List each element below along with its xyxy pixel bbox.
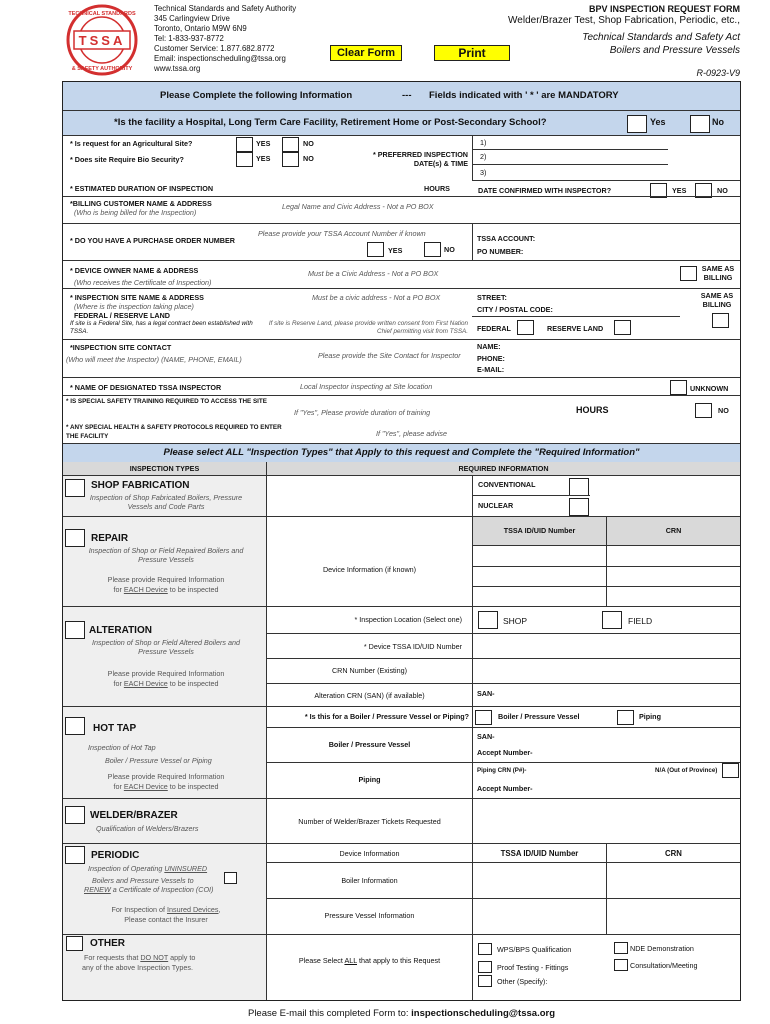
- hottap-piping-label: Piping: [639, 712, 661, 721]
- consult-checkbox[interactable]: [614, 959, 628, 971]
- alteration-device-id-label: * Device TSSA ID/UID Number: [363, 642, 462, 651]
- repair-device-info: Device Information (if known): [322, 565, 417, 574]
- welder-checkbox[interactable]: [65, 806, 85, 824]
- svg-text:TECHNICAL STANDARDS: TECHNICAL STANDARDS: [68, 11, 136, 17]
- shop-sub: Inspection of Shop Fabricated Boilers, Pressure Vessels and Code Parts: [89, 493, 243, 511]
- agri-no-label: NO: [303, 139, 314, 148]
- periodic-sub-3: RENEW a Certificate of Inspection (COI): [84, 885, 214, 894]
- other-checkbox[interactable]: [66, 936, 83, 951]
- repair-crn-header: CRN: [607, 517, 740, 545]
- po-question: * DO YOU HAVE A PURCHASE ORDER NUMBER: [70, 236, 235, 245]
- nuclear-checkbox[interactable]: [569, 498, 589, 516]
- agri-yes-checkbox[interactable]: [236, 137, 253, 152]
- svg-text:& SAFETY AUTHORITY: & SAFETY AUTHORITY: [71, 66, 133, 72]
- form-code: R-0923-V9: [696, 68, 740, 78]
- repair-note-1: Please provide Required Information: [107, 575, 225, 584]
- hottap-piping-crn-label: Piping CRN (P#)-: [477, 767, 527, 774]
- repair-title: REPAIR: [91, 533, 129, 544]
- act-line-1: Technical Standards and Safety Act: [582, 32, 740, 43]
- hottap-piping-checkbox[interactable]: [617, 710, 634, 725]
- periodic-boiler-info: Boiler Information: [341, 876, 398, 885]
- proof-checkbox[interactable]: [478, 961, 492, 973]
- contact-email-label: E-MAIL:: [477, 365, 505, 374]
- owner-hint: Must be a Civic Address - Not a PO BOX: [308, 269, 439, 278]
- other-sub-1: For requests that DO NOT apply to: [84, 953, 196, 962]
- alteration-checkbox[interactable]: [65, 621, 85, 639]
- billing-label: *BILLING CUSTOMER NAME & ADDRESS: [70, 199, 212, 208]
- owner-sub: (Who receives the Certificate of Inspection): [74, 278, 212, 287]
- hottap-na-checkbox[interactable]: [722, 763, 739, 778]
- site-label: * INSPECTION SITE NAME & ADDRESS: [70, 293, 204, 302]
- hottap-accept-label-1: Accept Number-: [477, 748, 533, 757]
- wps-checkbox[interactable]: [478, 943, 492, 955]
- hottap-bpv-row-label: Boiler / Pressure Vessel: [328, 740, 411, 749]
- date-3-label: 3): [480, 168, 487, 177]
- periodic-crn-header: CRN: [665, 849, 682, 858]
- org-address: Technical Standards and Safety Authority 345 Carlingview Drive Toronto, Ontario M9W 6N9 Tel: 1-833-937-8772 Customer Service: 1.877.682.8772 Email: inspectionscheduling@tssa.org www.tssa.org: [154, 4, 297, 73]
- date-confirmed-yes-label: YES: [672, 186, 687, 195]
- bio-yes-label: YES: [256, 154, 271, 163]
- nde-label: NDE Demonstration: [630, 944, 694, 953]
- hottap-bpv-label: Boiler / Pressure Vessel: [498, 712, 580, 721]
- footer-email: Please E-mail this completed Form to: inspectionscheduling@tssa.org: [247, 1008, 556, 1019]
- agri-question: * Is request for an Agricultural Site?: [70, 139, 193, 148]
- site-same-billing-label: SAME AS BILLING: [700, 291, 734, 309]
- periodic-tssa-id-header: TSSA ID/UID Number: [500, 849, 579, 858]
- training-label: * IS SPECIAL SAFETY TRAINING REQUIRED TO ACCESS THE SITE: [66, 398, 267, 405]
- facility-no-checkbox[interactable]: [690, 115, 710, 133]
- welder-tickets-label: Number of Welder/Brazer Tickets Requested: [298, 817, 441, 826]
- fed-reserve-label: FEDERAL / RESERVE LAND: [74, 311, 170, 320]
- training-hours-label: HOURS: [576, 405, 609, 415]
- bio-no-label: NO: [303, 154, 314, 163]
- federal-checkbox[interactable]: [517, 320, 534, 335]
- welder-cell: [63, 799, 266, 843]
- facility-question: *Is the facility a Hospital, Long Term Care Facility, Retirement Home or Post-Secondary School?: [114, 117, 547, 128]
- hottap-note-1: Please provide Required Information: [107, 772, 225, 781]
- hottap-bpv-checkbox[interactable]: [475, 710, 492, 725]
- facility-yes-checkbox[interactable]: [627, 115, 647, 133]
- po-no-label: NO: [444, 245, 455, 254]
- training-hint: If "Yes", Please provide duration of training: [294, 408, 431, 417]
- periodic-sub-2: Boilers and Pressure Vessels to: [92, 876, 194, 885]
- act-line-2: Boilers and Pressure Vessels: [609, 45, 740, 56]
- alteration-shop-label: SHOP: [503, 616, 528, 626]
- site-same-billing-checkbox[interactable]: [712, 313, 729, 328]
- alteration-field-label: FIELD: [628, 616, 653, 626]
- inspector-hint: Local Inspector inspecting at Site location: [300, 382, 433, 391]
- hottap-na-label: N/A (Out of Province): [655, 767, 718, 774]
- alteration-san-label: SAN-: [477, 689, 495, 698]
- fed-note: If site is a Federal Site, has a legal contract been established with TSSA.: [70, 320, 253, 335]
- contact-phone-label: PHONE:: [477, 354, 505, 363]
- city-label: CITY / POSTAL CODE:: [477, 305, 553, 314]
- po-yes-checkbox[interactable]: [367, 242, 384, 257]
- alteration-title: ALTERATION: [89, 625, 152, 636]
- hottap-piping-row-label: Piping: [358, 775, 381, 784]
- conventional-label: CONVENTIONAL: [478, 480, 536, 489]
- alteration-note-2: for EACH Device to be inspected: [113, 679, 219, 688]
- hottap-title: HOT TAP: [93, 723, 137, 734]
- other-title: OTHER: [90, 938, 125, 949]
- owner-same-billing-label: SAME AS BILLING: [701, 264, 735, 282]
- nde-checkbox[interactable]: [614, 942, 628, 954]
- contact-hint: Please provide the Site Contact for Inspector: [318, 351, 461, 360]
- form-title: BPV INSPECTION REQUEST FORM: [588, 4, 740, 14]
- hottap-accept-label-2: Accept Number-: [477, 784, 533, 793]
- site-hint: Must be a civic address - Not a PO BOX: [312, 293, 441, 302]
- owner-same-billing-checkbox[interactable]: [680, 266, 697, 281]
- col-required-info: REQUIRED INFORMATION: [267, 462, 740, 475]
- po-yes-label: YES: [388, 246, 403, 255]
- periodic-insured-2: Please contact the Insurer: [124, 915, 208, 924]
- inspector-label: * NAME OF DESIGNATED TSSA INSPECTOR: [70, 383, 222, 392]
- hottap-sub-1: Inspection of Hot Tap: [88, 743, 156, 752]
- billing-sub: (Who is being billed for the Inspection): [74, 208, 197, 217]
- facility-yes-label: Yes: [650, 117, 666, 127]
- date-2-label: 2): [480, 152, 487, 161]
- bio-yes-checkbox[interactable]: [236, 152, 253, 167]
- bio-no-checkbox[interactable]: [282, 152, 299, 167]
- conventional-checkbox[interactable]: [569, 478, 589, 496]
- shop-title: SHOP FABRICATION: [91, 480, 190, 491]
- po-no-checkbox[interactable]: [424, 242, 441, 257]
- date-confirmed-no-label: NO: [717, 186, 728, 195]
- types-banner: Please select ALL "Inspection Types" that Apply to this request and Complete the "Required Information": [63, 444, 740, 462]
- preferred-dates-box: [472, 136, 668, 180]
- alteration-location-label: * Inspection Location (Select one): [354, 615, 462, 624]
- protocols-label: * ANY SPECIAL HEALTH & SAFETY PROTOCOLS REQUIRED TO ENTER THE FACILITY: [66, 424, 282, 440]
- preferred-dates-label: * PREFERRED INSPECTION DATE(s) & TIME: [372, 150, 468, 168]
- street-label: STREET:: [477, 293, 507, 302]
- periodic-pv-info: Pressure Vessel Information: [324, 911, 415, 920]
- hottap-note-2: for EACH Device to be inspected: [113, 782, 219, 791]
- consult-label: Consultation/Meeting: [630, 961, 698, 970]
- repair-checkbox[interactable]: [65, 529, 85, 547]
- reserve-land-label: RESERVE LAND: [547, 324, 604, 333]
- federal-label: FEDERAL: [477, 324, 511, 333]
- inspector-unknown-label: UNKNOWN: [690, 384, 729, 393]
- other-specify-checkbox[interactable]: [478, 975, 492, 987]
- duration-hours-label: HOURS: [424, 184, 450, 193]
- alteration-note-1: Please provide Required Information: [107, 669, 225, 678]
- billing-hint: Legal Name and Civic Address - Not a PO BOX: [282, 202, 434, 211]
- clear-form-button[interactable]: Clear Form: [330, 45, 402, 61]
- mandatory-banner: Please Complete the following Information --- Fields indicated with ' * ' are MANDATORY: [63, 82, 740, 110]
- contact-name-label: NAME:: [477, 342, 501, 351]
- repair-sub: Inspection of Shop or Field Repaired Boilers and Pressure Vessels: [88, 546, 244, 564]
- alteration-shop-checkbox[interactable]: [478, 611, 498, 629]
- owner-label: * DEVICE OWNER NAME & ADDRESS: [70, 266, 199, 275]
- periodic-insured-1: For Inspection of Insured Devices,: [111, 905, 221, 914]
- wps-label: WPS/BPS Qualification: [497, 945, 572, 954]
- facility-no-label: No: [712, 117, 724, 127]
- form-subtitle: Welder/Brazer Test, Shop Fabrication, Periodic, etc.,: [508, 15, 740, 26]
- duration-label: * ESTIMATED DURATION OF INSPECTION: [70, 184, 214, 193]
- po-number-label: PO NUMBER:: [477, 247, 524, 256]
- hottap-sub-2: Boiler / Pressure Vessel or Piping: [105, 756, 212, 765]
- alteration-alt-crn-label: Alteration CRN (SAN) (if available): [314, 691, 425, 700]
- hottap-checkbox[interactable]: [65, 717, 85, 735]
- svg-text:TSSA: TSSA: [78, 33, 126, 48]
- other-specify-label: Other (Specify):: [497, 977, 548, 986]
- periodic-device-info: Device Information: [339, 849, 400, 858]
- col-inspection-types: INSPECTION TYPES: [63, 462, 266, 475]
- nuclear-label: NUCLEAR: [478, 501, 514, 510]
- periodic-sub-1: Inspection of Operating UNINSURED: [88, 864, 208, 873]
- contact-label: *INSPECTION SITE CONTACT: [70, 343, 172, 352]
- training-no-checkbox[interactable]: [695, 403, 712, 418]
- hottap-question: * Is this for a Boiler / Pressure Vessel or Piping?: [304, 712, 469, 721]
- reserve-hint: If site is Reserve Land, please provide written consent from First Nation Chief permitting visit from TSSA.: [268, 320, 468, 335]
- site-sub: (Where is the inspection taking place): [74, 302, 194, 311]
- tssa-logo: [60, 4, 144, 76]
- other-select-all: Please Select ALL that apply to this Request: [298, 956, 441, 965]
- agri-yes-label: YES: [256, 139, 271, 148]
- print-button[interactable]: Print: [434, 45, 510, 61]
- welder-title: WELDER/BRAZER: [90, 810, 178, 821]
- protocols-hint: If "Yes", please advise: [376, 429, 448, 438]
- inspector-unknown-checkbox[interactable]: [670, 380, 687, 395]
- hottap-san-label: SAN-: [477, 732, 495, 741]
- alteration-cell: [63, 607, 266, 706]
- alteration-field-checkbox[interactable]: [602, 611, 622, 629]
- contact-sub: (Who will meet the Inspector) (NAME, PHONE, EMAIL): [66, 355, 242, 364]
- alteration-sub: Inspection of Shop or Field Altered Boilers and Pressure Vessels: [92, 638, 240, 656]
- periodic-renew-checkbox[interactable]: [224, 872, 237, 884]
- proof-label: Proof Testing - Fittings: [497, 963, 569, 972]
- welder-sub: Qualification of Welders/Brazers: [96, 824, 199, 833]
- po-hint: Please provide your TSSA Account Number if known: [258, 229, 426, 238]
- other-sub-2: any of the above Inspection Types.: [82, 963, 193, 972]
- training-no-label: NO: [718, 406, 729, 415]
- repair-note-2: for EACH Device to be inspected: [113, 585, 219, 594]
- reserve-land-checkbox[interactable]: [614, 320, 631, 335]
- periodic-title: PERIODIC: [91, 850, 140, 861]
- bio-question: * Does site Require Bio Security?: [70, 155, 184, 164]
- repair-tssa-id-header: TSSA ID/UID Number: [473, 517, 606, 545]
- agri-no-checkbox[interactable]: [282, 137, 299, 152]
- date-1-label: 1): [480, 138, 487, 147]
- date-confirmed-label: DATE CONFIRMED WITH INSPECTOR?: [478, 186, 612, 195]
- tssa-account-label: TSSA ACCOUNT:: [477, 234, 536, 243]
- periodic-checkbox[interactable]: [65, 846, 85, 864]
- alteration-crn-existing-label: CRN Number (Existing): [331, 666, 408, 675]
